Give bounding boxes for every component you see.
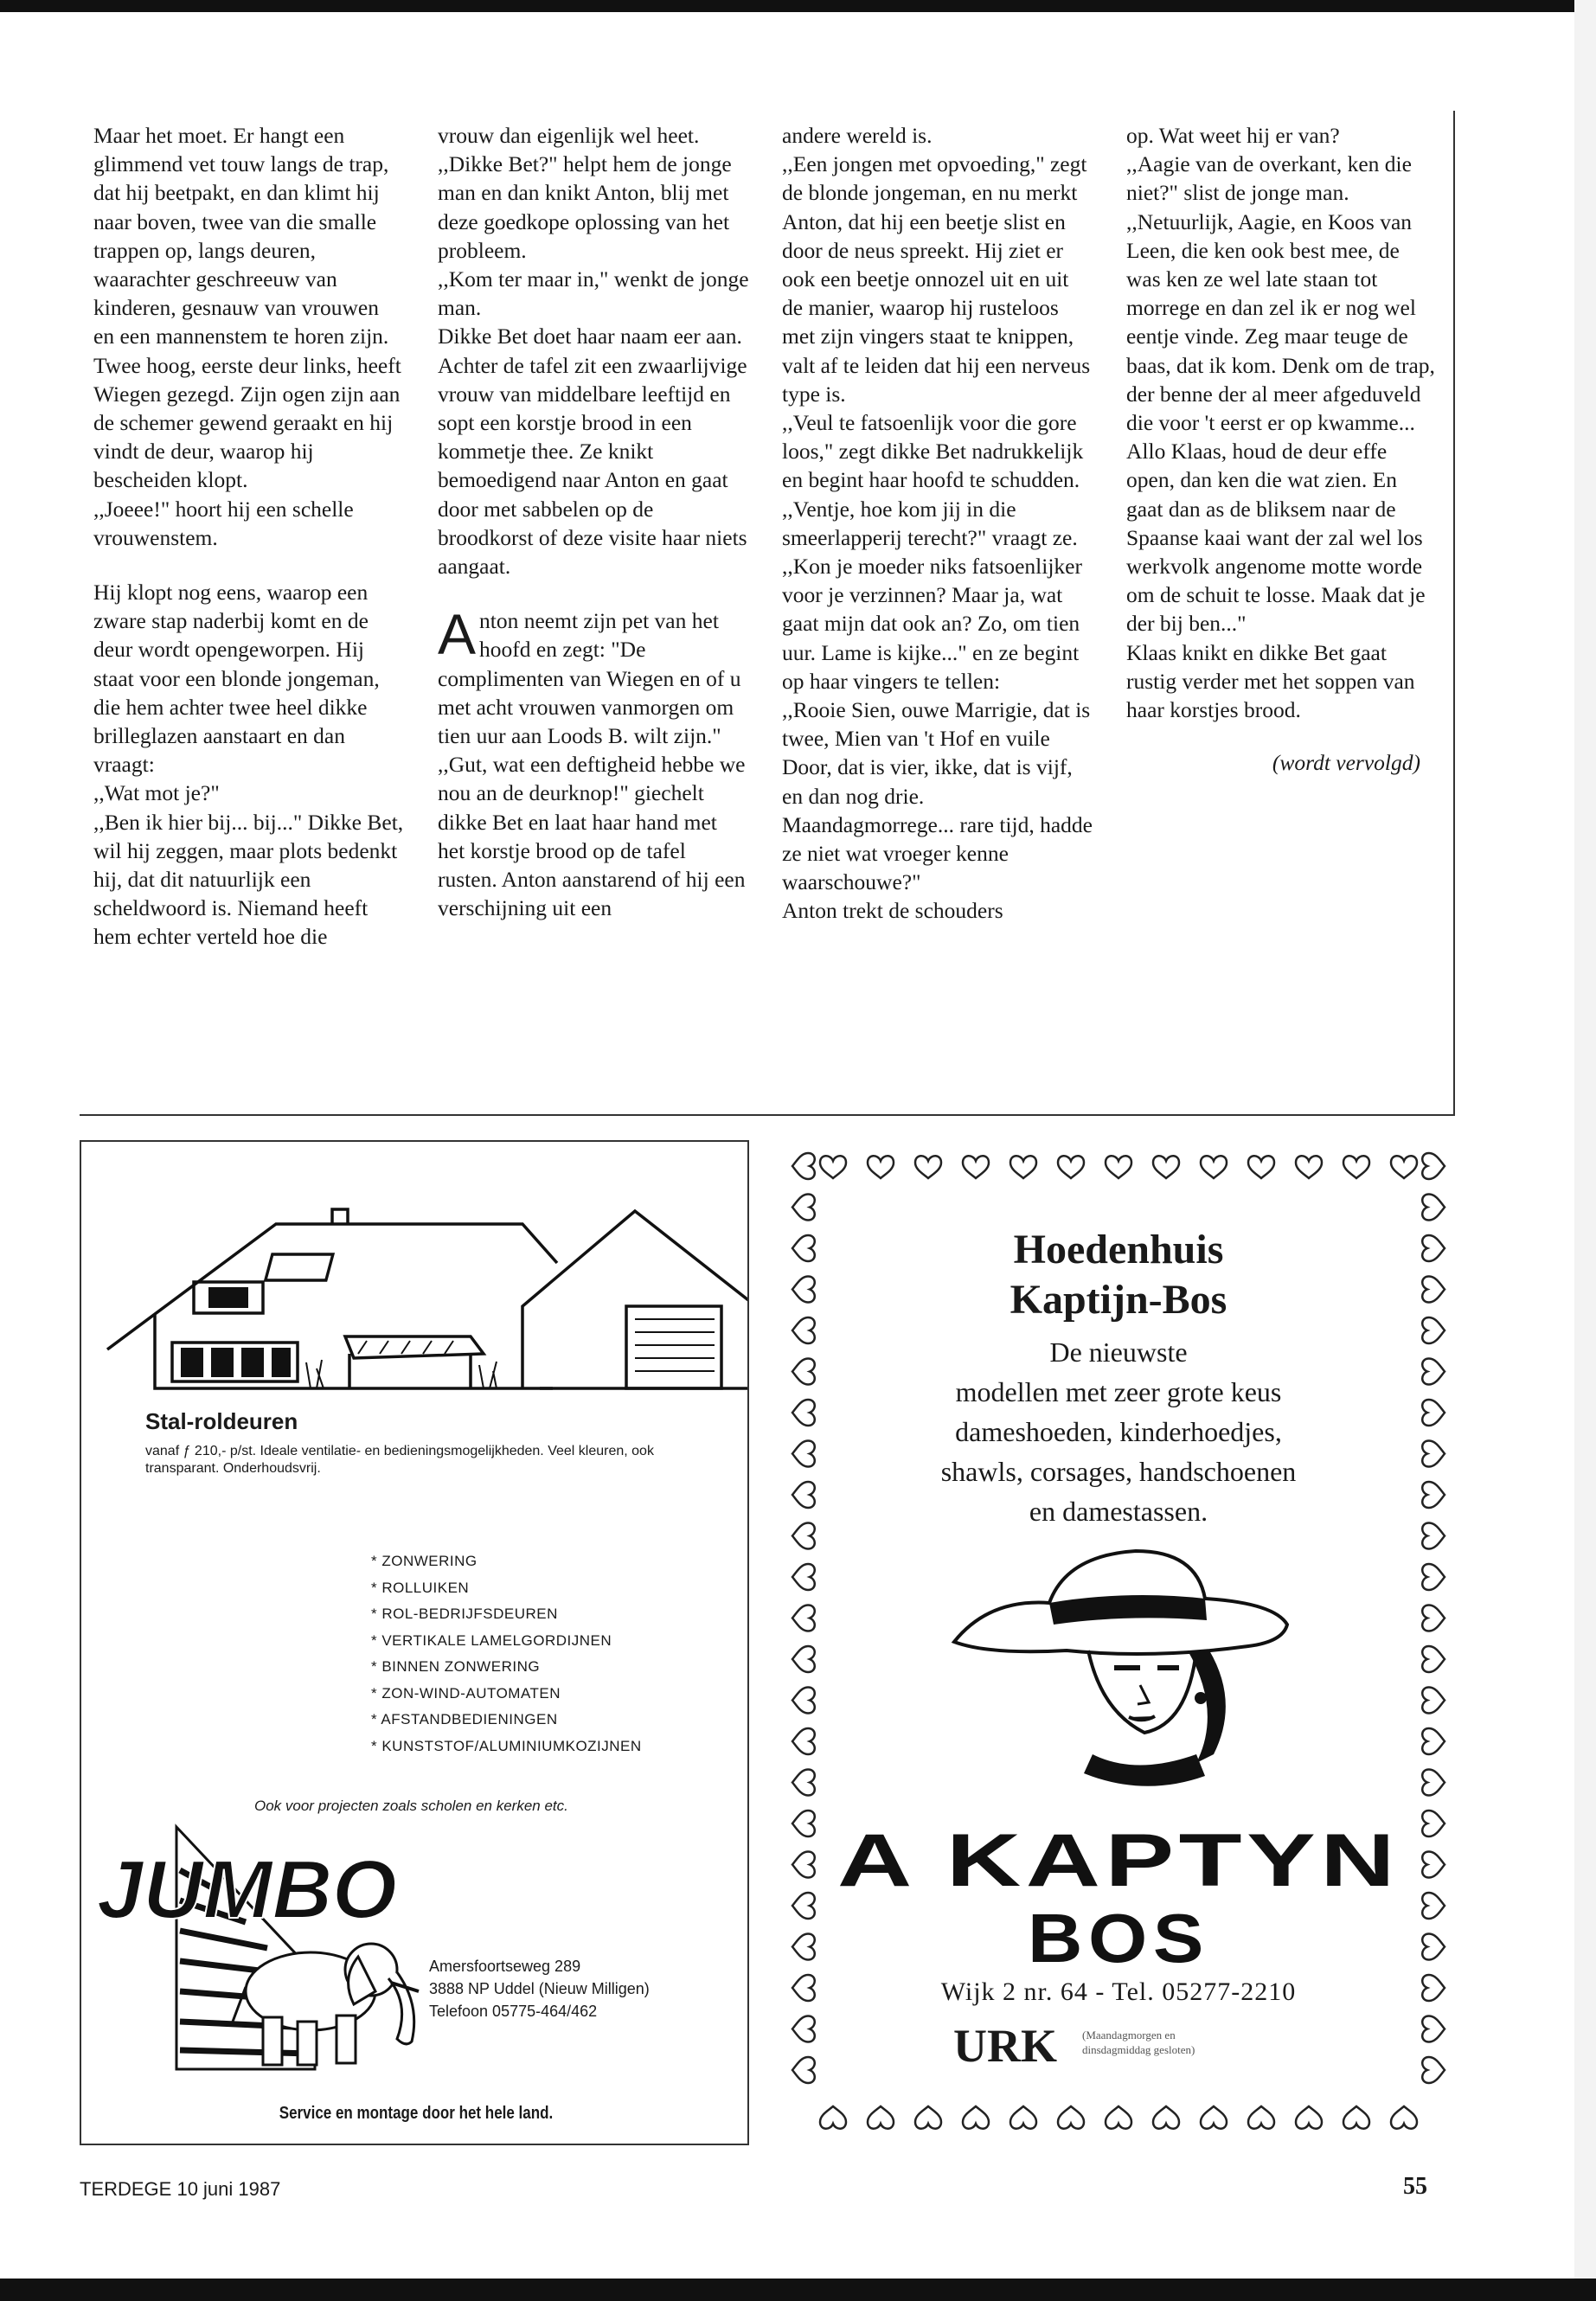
heart-row-top bbox=[820, 1156, 1417, 1178]
paragraph: ,,Ventje, hoe kom jij in die smeerlapperij terecht?" vraagt ze. ,,Kon je moeder niks fatsoenlijker voor je verzinnen? Maar ja, wat gaat mijn dat ook an? Zo, om tien uur. Lame is kijke..." en ze begint op haar vingers te tellen: bbox=[782, 496, 1082, 694]
opening-note-line: (Maandagmorgen en bbox=[1082, 2029, 1176, 2041]
services-list bbox=[371, 1548, 642, 1759]
heart-icon bbox=[1010, 1156, 1036, 1178]
scan-bottom-edge bbox=[0, 2279, 1596, 2301]
paragraph: andere wereld is. bbox=[782, 123, 933, 148]
heart-icon bbox=[1391, 1156, 1417, 1178]
heart-icon bbox=[1106, 2106, 1131, 2129]
paragraph: ,,Een jongen met opvoeding," zegt de blonde jongeman, en nu merkt Anton, dat hij een beetje slist en door de neus spreekt. Hij ziet er ook een beetje onnozel uit en uit de manier, waarop hij rusteloos met zijn vingers staat te knippen, valt af te leiden dat hij een nerveus type is. bbox=[782, 151, 1091, 407]
shop-city: URK bbox=[953, 2020, 1057, 2072]
publication-footer: TERDEGE 10 juni 1987 bbox=[80, 2178, 281, 2200]
heart-icon bbox=[1422, 1934, 1445, 1960]
heart-icon bbox=[792, 1811, 815, 1836]
heart-icon bbox=[792, 1852, 815, 1878]
paragraph: vrouw dan eigenlijk wel heet. bbox=[438, 123, 700, 148]
opening-note bbox=[1082, 2028, 1195, 2057]
service-tagline: Service en montage door het hele land. bbox=[279, 2104, 554, 2123]
heart-icon bbox=[1422, 1153, 1445, 1179]
paragraph: ,,Aagie van de overkant, ken die niet?" slist de jonge man. bbox=[1126, 151, 1412, 206]
heart-icon bbox=[1153, 1156, 1179, 1178]
heart-icon bbox=[1201, 2106, 1227, 2129]
address-line: Amersfoortseweg 289 bbox=[429, 1958, 581, 1975]
offer-line: De nieuwste bbox=[1049, 1336, 1188, 1368]
heart-icon bbox=[1343, 2106, 1369, 2129]
heart-icon bbox=[1058, 1156, 1084, 1178]
heart-icon bbox=[792, 1934, 815, 1960]
heart-icon bbox=[915, 2106, 941, 2129]
story-column-1 bbox=[93, 121, 405, 1107]
service-item: * VERTIKALE LAMELGORDIJNEN bbox=[371, 1628, 642, 1655]
story-column-3 bbox=[782, 121, 1093, 1107]
offer-line: dameshoeden, kinderhoedjes, bbox=[955, 1416, 1282, 1447]
heart-icon bbox=[792, 1893, 815, 1919]
heart-icon bbox=[1422, 1646, 1445, 1672]
heart-icon bbox=[1422, 1893, 1445, 1919]
heart-icon bbox=[1248, 1156, 1274, 1178]
service-item: * ROL-BEDRIJFSDEUREN bbox=[371, 1601, 642, 1628]
offer-line: shawls, corsages, handschoenen bbox=[940, 1456, 1297, 1487]
kaptyn-bos-logo bbox=[829, 1823, 1408, 1971]
heart-icon bbox=[1422, 2016, 1445, 2042]
heart-icon bbox=[792, 1728, 815, 1754]
product-description: vanaf ƒ 210,- p/st. Ideale ventilatie- en bedieningsmogelijkheden. Veel kleuren, ook transparant. Onderhoudsvrij. bbox=[145, 1444, 654, 1476]
address-line: 3888 NP Uddel (Nieuw Milligen) bbox=[429, 1980, 650, 1997]
heart-icon bbox=[792, 1646, 815, 1672]
paragraph: ,,Rooie Sien, ouwe Marrigie, dat is twee, Mien van 't Hof en vuile Door, dat is vier, ikke, dat is vijf, en dan nog drie. Maandagmorrege... rare tijd, hadde ze niet wat vroeger kenne waarschouwe?" bbox=[782, 697, 1093, 895]
heart-icon bbox=[1248, 2106, 1274, 2129]
heart-icon bbox=[1422, 1811, 1445, 1836]
heart-icon bbox=[1422, 1564, 1445, 1590]
shop-name-line: Kaptijn-Bos bbox=[1010, 1277, 1227, 1323]
service-item: * AFSTANDBEDIENINGEN bbox=[371, 1707, 642, 1734]
heart-icon bbox=[1296, 1156, 1322, 1178]
paragraph: ,,Kom ter maar in," wenkt de jonge man. bbox=[438, 266, 749, 321]
heart-icon bbox=[868, 2106, 894, 2129]
house-illustration bbox=[90, 1176, 747, 1401]
paragraph: ,,Joeee!" hoort hij een schelle vrouwenstem. bbox=[93, 496, 354, 550]
paragraph: op. Wat weet hij er van? bbox=[1126, 123, 1340, 148]
heart-icon bbox=[1058, 2106, 1084, 2129]
product-title: Stal-roldeuren bbox=[145, 1408, 298, 1434]
heart-icon bbox=[1422, 1195, 1445, 1221]
paragraph-with-dropcap bbox=[438, 602, 749, 750]
address-line: Telefoon 05775-464/462 bbox=[429, 2003, 598, 2020]
heart-icon bbox=[792, 1770, 815, 1796]
heart-icon bbox=[1391, 2106, 1417, 2129]
service-item: * ZON-WIND-AUTOMATEN bbox=[371, 1681, 642, 1708]
heart-icon bbox=[868, 1156, 894, 1178]
shop-name bbox=[785, 1225, 1452, 1325]
heart-icon bbox=[820, 2106, 846, 2129]
heart-icon bbox=[792, 1153, 815, 1179]
heart-icon bbox=[1422, 1688, 1445, 1714]
logo-text-line2: BOS bbox=[1028, 1900, 1209, 1971]
heart-icon bbox=[915, 1156, 941, 1178]
story-column-2 bbox=[438, 121, 749, 1107]
jumbo-address bbox=[429, 1955, 650, 2022]
projects-note: Ook voor projecten zoals scholen en kerken etc. bbox=[254, 1798, 568, 1814]
paragraph: Anton trekt de schouders bbox=[782, 898, 1003, 924]
offer-line: modellen met zeer grote keus bbox=[955, 1376, 1282, 1407]
heart-icon bbox=[1343, 1156, 1369, 1178]
paragraph: ,,Ben ik hier bij... bij..." Dikke Bet, wil hij zeggen, maar plots bedenkt hij, dat dit natuurlijk een scheldwoord is. Niemand heeft hem echter verteld hoe die bbox=[93, 809, 404, 950]
heart-icon bbox=[1296, 2106, 1322, 2129]
heart-row-bottom bbox=[820, 2106, 1417, 2129]
paragraph: ,,Dikke Bet?" helpt hem de jonge man en dan knikt Anton, blij met deze goedkope oplossing van het probleem. bbox=[438, 151, 732, 263]
scan-right-edge bbox=[1574, 0, 1596, 2301]
service-item: * ZONWERING bbox=[371, 1548, 642, 1575]
jumbo-logo bbox=[90, 1818, 453, 2095]
service-item: * ROLLUIKEN bbox=[371, 1575, 642, 1602]
heart-icon bbox=[1201, 1156, 1227, 1178]
heart-icon bbox=[1422, 1728, 1445, 1754]
jumbo-advertisement bbox=[80, 1140, 749, 2145]
paragraph: Dikke Bet doet haar naam eer aan. Achter de tafel zit een zwaarlijvige vrouw van middelbare leeftijd en sopt een korstje brood in een kommetje thee. Ze knikt bemoedigend naar Anton en gaat door met sabbelen op de broodkorst of deze visite haar niets aangaat. bbox=[438, 324, 747, 580]
paragraph: Maar het moet. Er hangt een glimmend vet touw langs de trap, dat hij beetpakt, en dan klimt hij naar boven, twee van die smalle trappen op, langs deuren, waarachter geschreeuw van kinderen, gesnauw van vrouwen en een mannenstem te horen zijn. Twee hoog, eerste deur links, heeft Wiegen gezegd. Zijn ogen zijn aan de schemer gewend geraakt en hij vindt de deur, waarop hij bescheiden klopt. bbox=[93, 123, 401, 493]
heart-icon bbox=[1153, 2106, 1179, 2129]
shop-offer bbox=[785, 1332, 1452, 1531]
logo-text-line1: A KAPTYN bbox=[837, 1823, 1400, 1902]
heart-icon bbox=[792, 2016, 815, 2042]
paragraph: ,,Gut, wat een deftigheid hebbe we nou an de deurknop!" giechelt dikke Bet en laat haar hand met het korstje brood op de tafel rusten. Anton aanstarend of hij een verschijning uit een bbox=[438, 752, 746, 921]
paragraph: Klaas knikt en dikke Bet gaat rustig verder met het soppen van haar korstjes brood. bbox=[1126, 639, 1415, 723]
heart-icon bbox=[792, 1688, 815, 1714]
opening-note-line: dinsdagmiddag gesloten) bbox=[1082, 2043, 1195, 2056]
drop-cap: A bbox=[438, 602, 477, 667]
heart-icon bbox=[1422, 2057, 1445, 2083]
offer-line: en damestassen. bbox=[1029, 1496, 1208, 1527]
heart-icon bbox=[792, 1564, 815, 1590]
service-item: * KUNSTSTOF/ALUMINIUMKOZIJNEN bbox=[371, 1734, 642, 1760]
heart-icon bbox=[792, 2057, 815, 2083]
heart-icon bbox=[792, 1195, 815, 1221]
shop-address: Wijk 2 nr. 64 - Tel. 05277-2210 bbox=[940, 1977, 1297, 2006]
shop-name-line: Hoedenhuis bbox=[1013, 1227, 1224, 1272]
heart-icon bbox=[1106, 1156, 1131, 1178]
heart-icon bbox=[1422, 1606, 1445, 1631]
scan-top-edge bbox=[0, 0, 1596, 12]
paragraph: Hij klopt nog eens, waarop een zware stap naderbij komt en de deur wordt opengeworpen. Hij staat voor een blonde jongeman, die hem achter twee heel dikke brilleglazen aanstaart en dan vraagt: bbox=[93, 580, 380, 778]
heart-icon bbox=[1010, 2106, 1036, 2129]
page-number: 55 bbox=[1403, 2173, 1427, 2200]
jumbo-logo-text: JUMBO bbox=[97, 1843, 397, 1936]
heart-icon bbox=[1422, 1770, 1445, 1796]
heart-icon bbox=[792, 1606, 815, 1631]
to-be-continued: (wordt vervolgd) bbox=[1272, 750, 1420, 776]
paragraph-text: nton neemt zijn pet van het hoofd en zegt: "De complimenten van Wiegen en of u met acht vrouwen vanmorgen om tien uur aan Loods B. wilt zijn." bbox=[438, 608, 741, 749]
paragraph: ,,Wat mot je?" bbox=[93, 780, 220, 806]
service-item: * BINNEN ZONWERING bbox=[371, 1654, 642, 1681]
paragraph: ,,Veul te fatsoenlijk voor die gore loos," zegt dikke Bet nadrukkelijk en begint haar hoofd te schudden. bbox=[782, 410, 1084, 493]
hat-lady-illustration bbox=[937, 1538, 1300, 1815]
paragraph: ,,Netuurlijk, Aagie, en Koos van Leen, die ken ook best mee, de was ken ze wel late staan tot morrege en dan zel ik er nog wel eentje vinde. Zeg maar teuge de baas, dat ik kom. Denk om de trap, der benne der al meer afgeduveld die voor 't eerst er op kwamme... Allo Klaas, houd de deur effe open, dan ken die wat zien. En gaat dan as de bliksem naar de Spaanse kaai want der zal wel los werkvolk angenome motte worde om de schuit te losse. Maak dat je der bij ben..." bbox=[1126, 208, 1435, 637]
heart-icon bbox=[963, 2106, 989, 2129]
hoedenhuis-advertisement bbox=[785, 1140, 1452, 2144]
story-column-4 bbox=[1126, 121, 1438, 1107]
heart-icon bbox=[1422, 1852, 1445, 1878]
heart-icon bbox=[820, 1156, 846, 1178]
heart-icon bbox=[963, 1156, 989, 1178]
